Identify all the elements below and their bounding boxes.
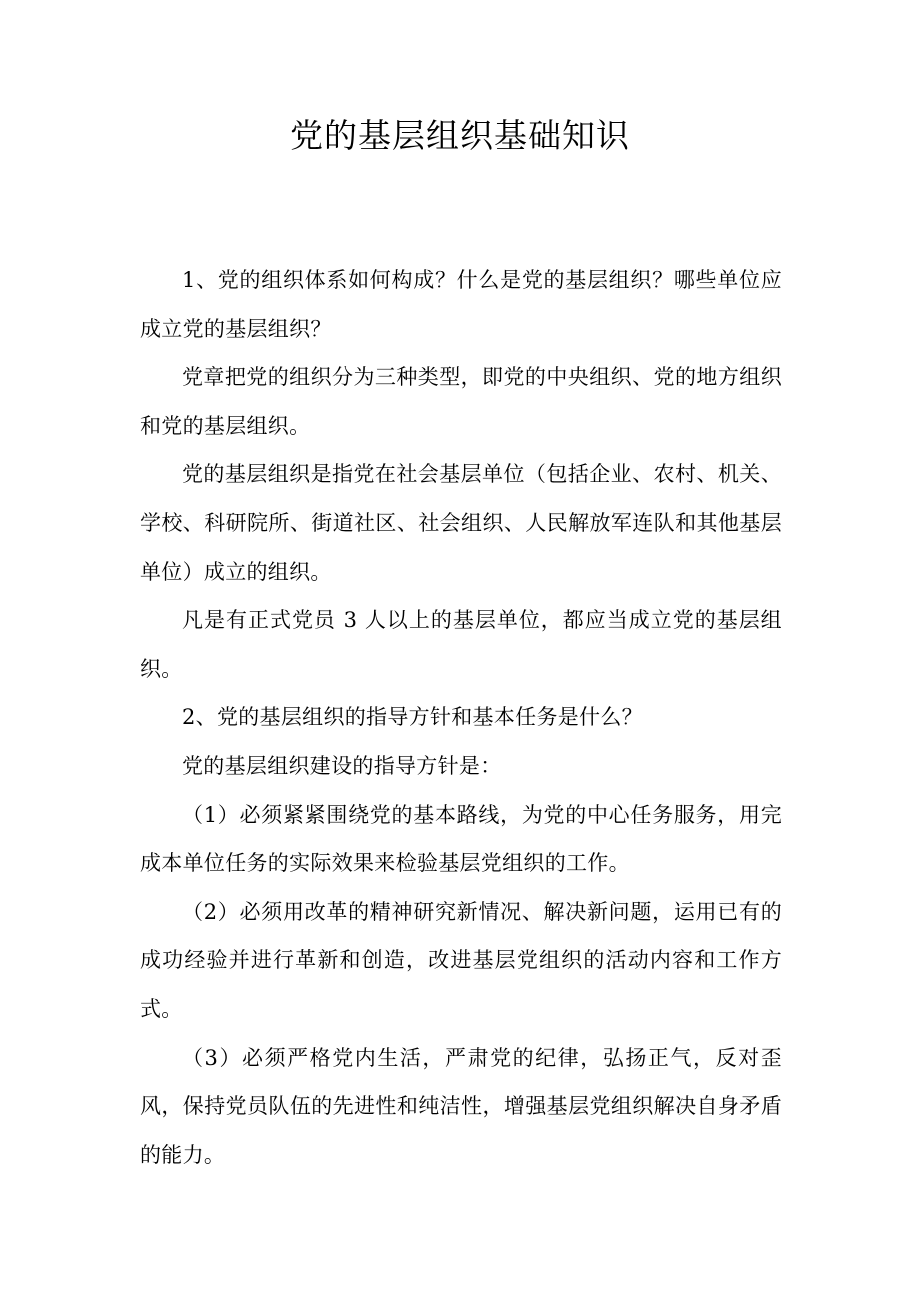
paragraph-guiding-principle-intro: 党的基层组织建设的指导方针是： <box>182 753 502 778</box>
document-body <box>140 256 782 1179</box>
paragraph-basic-organization-definition: 党的基层组织是指党在社会基层单位（包括企业、农村、机关、学校、科研院所、街道社区、社会组织、人民解放军连队和其他基层单位）成立的组织。 <box>140 462 782 584</box>
list-item-principle-3: （3）必须严格党内生活，严肃党的纪律，弘扬正气，反对歪风，保持党员队伍的先进性和纯洁性，增强基层党组织解决自身矛盾的能力。 <box>140 1045 782 1167</box>
list-item-principle-2: （2）必须用改革的精神研究新情况、解决新问题，运用已有的成功经验并进行革新和创造，改进基层党组织的活动内容和工作方式。 <box>140 899 782 1021</box>
paragraph-establishment-rule: 凡是有正式党员 3 人以上的基层单位，都应当成立党的基层组织。 <box>140 608 782 681</box>
question-2: 2、党的基层组织的指导方针和基本任务是什么？ <box>182 705 643 730</box>
paragraph-organization-types: 党章把党的组织分为三种类型，即党的中央组织、党的地方组织和党的基层组织。 <box>140 365 782 438</box>
list-item-principle-1: （1）必须紧紧围绕党的基本路线，为党的中心任务服务，用完成本单位任务的实际效果来检验基层党组织的工作。 <box>140 802 782 876</box>
question-1: 1、党的组织体系如何构成？什么是党的基层组织？哪些单位应成立党的基层组织？ <box>140 268 782 341</box>
document-title: 党的基层组织基础知识 <box>290 116 630 155</box>
